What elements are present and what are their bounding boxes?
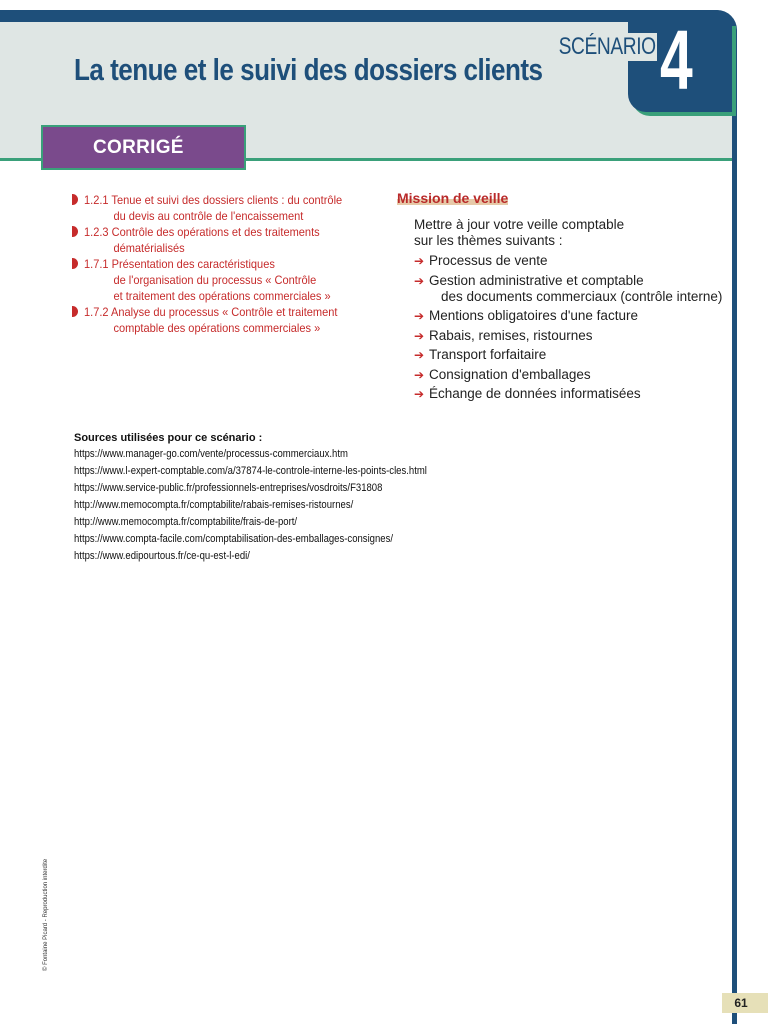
arrow-right-icon: ➔ [414,367,425,382]
objective-line: dématérialisés [113,241,185,255]
arrow-right-icon: ➔ [414,273,425,288]
sources-section [74,430,574,565]
source-link[interactable]: http://www.memocompta.fr/comptabilite/frais-de-port/ [74,516,298,528]
theme-item [397,253,727,269]
objective-line: 1.7.1 Présentation des caractéristiques [84,257,275,271]
source-link[interactable]: https://www.compta-facile.com/comptabilisation-des-emballages-consignes/ [74,533,394,545]
scenario-number: 4 [660,13,693,107]
arrow-right-icon: ➔ [414,309,425,323]
sources-title: Sources utilisées pour ce scénario : [74,432,263,444]
source-link[interactable]: http://www.memocompta.fr/comptabilite/rabais-remises-ristournes/ [74,499,354,511]
corrige-label: CORRIGÉ [93,136,184,158]
copyright-notice: © Fontaine Picard - Reproduction interdite [43,858,49,971]
objective-marker-icon [72,258,78,269]
objective-line: comptable des opérations commerciales » [113,321,321,335]
objectives-list [72,192,382,336]
objective-item [72,304,382,336]
corrige-banner [41,125,246,170]
page-title: La tenue et le suivi des dossiers clients [74,52,543,87]
theme-item [397,308,727,324]
source-link[interactable]: https://www.manager-go.com/vente/processus-commerciaux.htm [74,448,348,460]
mission-veille-section [397,190,727,406]
mission-intro-line: Mettre à jour votre veille comptable [414,217,625,232]
theme-item [397,347,727,363]
theme-line: Mentions obligatoires d'une facture [429,308,638,323]
objective-line: et traitement des opérations commerciales » [113,289,331,303]
arrow-right-icon: ➔ [414,348,425,362]
theme-line: Rabais, remises, ristournes [429,327,593,343]
theme-line: des documents commerciaux (contrôle interne) [441,288,723,304]
objective-marker-icon [72,306,78,317]
objective-line: 1.7.2 Analyse du processus « Contrôle et traitement [84,305,338,319]
arrow-right-icon: ➔ [414,387,425,401]
objective-item [72,224,382,256]
page-number: 61 [722,993,768,1013]
objective-line: 1.2.3 Contrôle des opérations et des traitements [84,225,320,239]
objective-line: 1.2.1 Tenue et suivi des dossiers clients : du contrôle [84,193,343,207]
mission-intro [414,217,727,249]
objective-item [72,256,382,304]
objective-line: de l'organisation du processus « Contrôle [113,273,317,287]
source-link[interactable]: https://www.edipourtous.fr/ce-qu-est-l-edi/ [74,550,250,562]
theme-line: Gestion administrative et comptable [429,272,644,288]
arrow-right-icon: ➔ [414,254,425,268]
theme-item [397,273,727,305]
objective-line: du devis au contrôle de l'encaissement [113,209,304,223]
mission-title: Mission de veille [397,190,509,206]
scenario-label: SCÉNARIO [558,33,656,60]
theme-item [397,328,727,344]
objective-marker-icon [72,226,78,237]
objective-item [72,192,382,224]
theme-line: Transport forfaitaire [429,347,547,362]
theme-line: Processus de vente [429,253,548,268]
theme-line: Consignation d'emballages [429,366,591,382]
source-link[interactable]: https://www.service-public.fr/professionnels-entreprises/vosdroits/F31808 [74,482,383,494]
mission-intro-line: sur les thèmes suivants : [414,233,563,248]
theme-item [397,386,727,402]
arrow-right-icon: ➔ [414,328,425,343]
objective-marker-icon [72,194,78,205]
right-border-bar [732,30,737,1024]
theme-list [397,253,727,402]
source-link[interactable]: https://www.l-expert-comptable.com/a/37874-le-controle-interne-les-points-cles.html [74,465,427,477]
top-border-bar [0,10,728,22]
theme-item [397,367,727,383]
theme-line: Échange de données informatisées [429,386,641,401]
